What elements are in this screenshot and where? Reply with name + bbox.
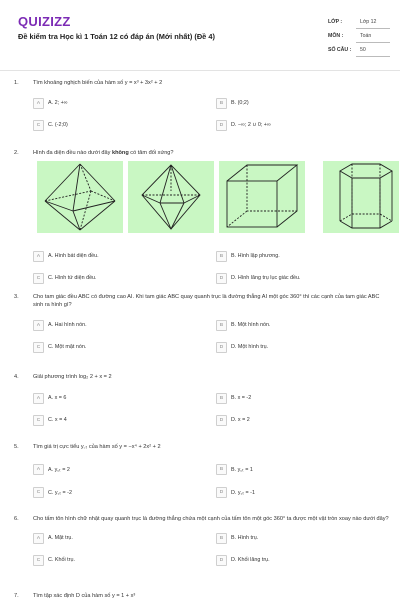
option-text: C. y꜀ₜ = -2 xyxy=(48,490,72,496)
question-number: 5. xyxy=(14,444,19,450)
option-key-box: A xyxy=(33,533,44,544)
option-text: D. Hình lăng trụ lục giác đều. xyxy=(231,275,301,281)
meta-count-value: 50 xyxy=(356,44,390,57)
octahedron-image xyxy=(37,161,123,233)
option-c[interactable] xyxy=(33,486,203,498)
question-6 xyxy=(14,515,390,568)
question-text: Cho tam giác đều ABC có đường cao AI. Khi tam giác ABC quay quanh trục là đường thẳng AI một góc 360° thì các cạnh của tam giác ABC sinh ra hình gì? xyxy=(33,294,380,308)
option-key-box: B xyxy=(216,251,227,262)
option-key-box: B xyxy=(216,464,227,475)
meta-class-value: Lớp 12 xyxy=(356,16,390,29)
option-text: B. x = -2 xyxy=(231,395,252,401)
meta-class-label: LỚP : xyxy=(328,19,343,25)
option-text: A. Mặt trụ. xyxy=(48,535,73,541)
question-number: 1. xyxy=(14,80,19,86)
option-key-box: C xyxy=(33,487,44,498)
option-key-box: C xyxy=(33,342,44,353)
option-text: B. y꜀ₜ = 1 xyxy=(231,467,253,473)
option-c[interactable] xyxy=(33,554,203,566)
quizizz-logo: QUIZIZZ xyxy=(18,14,71,29)
option-a[interactable] xyxy=(33,392,203,404)
question-5 xyxy=(14,443,390,499)
option-text: D. Một hình trụ. xyxy=(231,344,269,350)
option-b[interactable] xyxy=(216,319,386,331)
option-d[interactable] xyxy=(216,272,386,284)
option-c[interactable] xyxy=(33,119,203,131)
option-a[interactable] xyxy=(33,463,203,475)
option-text: B. Hình lập phương. xyxy=(231,253,280,259)
option-text: D. −∞; 2 ∪ 0; +∞ xyxy=(231,122,271,128)
option-key-box: D xyxy=(216,273,227,284)
document-header xyxy=(0,0,400,71)
question-text: Cho tấm tôn hình chữ nhật quay quanh trục là đường thẳng chứa một cạnh của tấm tôn một góc 360° ta được một vật tròn xoay nào dưới đây? xyxy=(33,516,389,522)
question-text xyxy=(33,149,390,157)
option-key-box: D xyxy=(216,120,227,131)
option-b[interactable] xyxy=(216,532,386,544)
option-d[interactable] xyxy=(216,119,386,131)
cube-image xyxy=(219,161,305,233)
option-b[interactable] xyxy=(216,463,386,475)
meta-class-row xyxy=(328,15,390,29)
option-c[interactable] xyxy=(33,414,203,426)
option-text: C. Một mặt nón. xyxy=(48,344,87,350)
option-key-box: A xyxy=(33,393,44,404)
document-meta xyxy=(328,15,390,57)
question-number: 6. xyxy=(14,516,19,522)
question-7 xyxy=(14,592,390,600)
question-4 xyxy=(14,373,390,428)
option-key-box: D xyxy=(216,415,227,426)
option-key-box: A xyxy=(33,98,44,109)
question-number: 2. xyxy=(14,150,19,156)
question-3 xyxy=(14,293,390,355)
hexagonal-prism-image xyxy=(323,161,399,233)
shape-images xyxy=(33,161,390,237)
option-c[interactable] xyxy=(33,272,203,284)
option-text: C. x = 4 xyxy=(48,417,67,423)
option-key-box: D xyxy=(216,555,227,566)
option-b[interactable] xyxy=(216,97,386,109)
meta-subject-label: MÔN : xyxy=(328,33,344,39)
option-key-box: C xyxy=(33,415,44,426)
question-number: 7. xyxy=(14,593,19,599)
meta-subject-value: Toán xyxy=(356,30,390,43)
option-key-box: B xyxy=(216,533,227,544)
option-a[interactable] xyxy=(33,250,203,262)
option-text: D. x = 2 xyxy=(231,417,250,423)
option-text: A. x = 6 xyxy=(48,395,67,401)
question-text-before: Hình đa diện đều nào dưới đây xyxy=(33,150,112,156)
question-text-after: có tâm đối xứng? xyxy=(128,150,174,156)
option-text: C. Hình tứ diện đều. xyxy=(48,275,97,281)
question-text-emphasis: không xyxy=(111,150,129,156)
option-d[interactable] xyxy=(216,486,386,498)
option-text: D. Khối lăng trụ. xyxy=(231,557,270,563)
option-key-box: C xyxy=(33,555,44,566)
option-key-box: C xyxy=(33,120,44,131)
question-text: Tìm giá trị cực tiểu y꜀ₜ của hàm số y = −x⁴ + 2x² + 2 xyxy=(33,444,161,450)
option-key-box: D xyxy=(216,342,227,353)
option-d[interactable] xyxy=(216,554,386,566)
option-text: D. y꜀ₜ = -1 xyxy=(231,490,255,496)
meta-count-label: SỐ CÂU : xyxy=(328,47,352,53)
question-2 xyxy=(14,149,390,286)
option-text: C. (-2;0) xyxy=(48,122,68,128)
option-key-box: A xyxy=(33,251,44,262)
meta-count-row xyxy=(328,43,390,57)
document-title: Đề kiểm tra Học kì 1 Toán 12 có đáp án (Mới nhất) (Đề 4) xyxy=(18,32,215,41)
option-a[interactable] xyxy=(33,532,203,544)
option-d[interactable] xyxy=(216,341,386,353)
option-key-box: B xyxy=(216,320,227,331)
option-key-box: B xyxy=(216,98,227,109)
option-key-box: A xyxy=(33,464,44,475)
option-text: B. (0;2) xyxy=(231,100,249,106)
option-text: C. Khối trụ. xyxy=(48,557,75,563)
option-a[interactable] xyxy=(33,97,203,109)
option-key-box: B xyxy=(216,393,227,404)
question-1 xyxy=(14,79,390,133)
option-key-box: A xyxy=(33,320,44,331)
option-b[interactable] xyxy=(216,250,386,262)
option-d[interactable] xyxy=(216,414,386,426)
option-text: A. y꜀ₜ = 2 xyxy=(48,467,70,473)
question-number: 4. xyxy=(14,374,19,380)
meta-subject-row xyxy=(328,29,390,43)
option-text: B. Hình trụ. xyxy=(231,535,259,541)
option-text: A. 2; +∞ xyxy=(48,100,68,106)
option-c[interactable] xyxy=(33,341,203,353)
option-key-box: D xyxy=(216,487,227,498)
question-number: 3. xyxy=(14,294,19,300)
tetrahedron-image xyxy=(128,161,214,233)
option-text: A. Hai hình nón. xyxy=(48,322,87,328)
option-text: A. Hình bát diện đều. xyxy=(48,253,99,259)
option-key-box: C xyxy=(33,273,44,284)
question-text: Tìm khoảng nghịch biến của hàm số y = x³ + 3x² + 2 xyxy=(33,80,163,86)
option-b[interactable] xyxy=(216,392,386,404)
option-a[interactable] xyxy=(33,319,203,331)
question-text: Giải phương trình log₂ 2 + x = 2 xyxy=(33,374,112,380)
option-text: B. Một hình nón. xyxy=(231,322,271,328)
question-text: Tìm tập xác định D của hàm số y = 1 + x³ xyxy=(33,593,136,599)
